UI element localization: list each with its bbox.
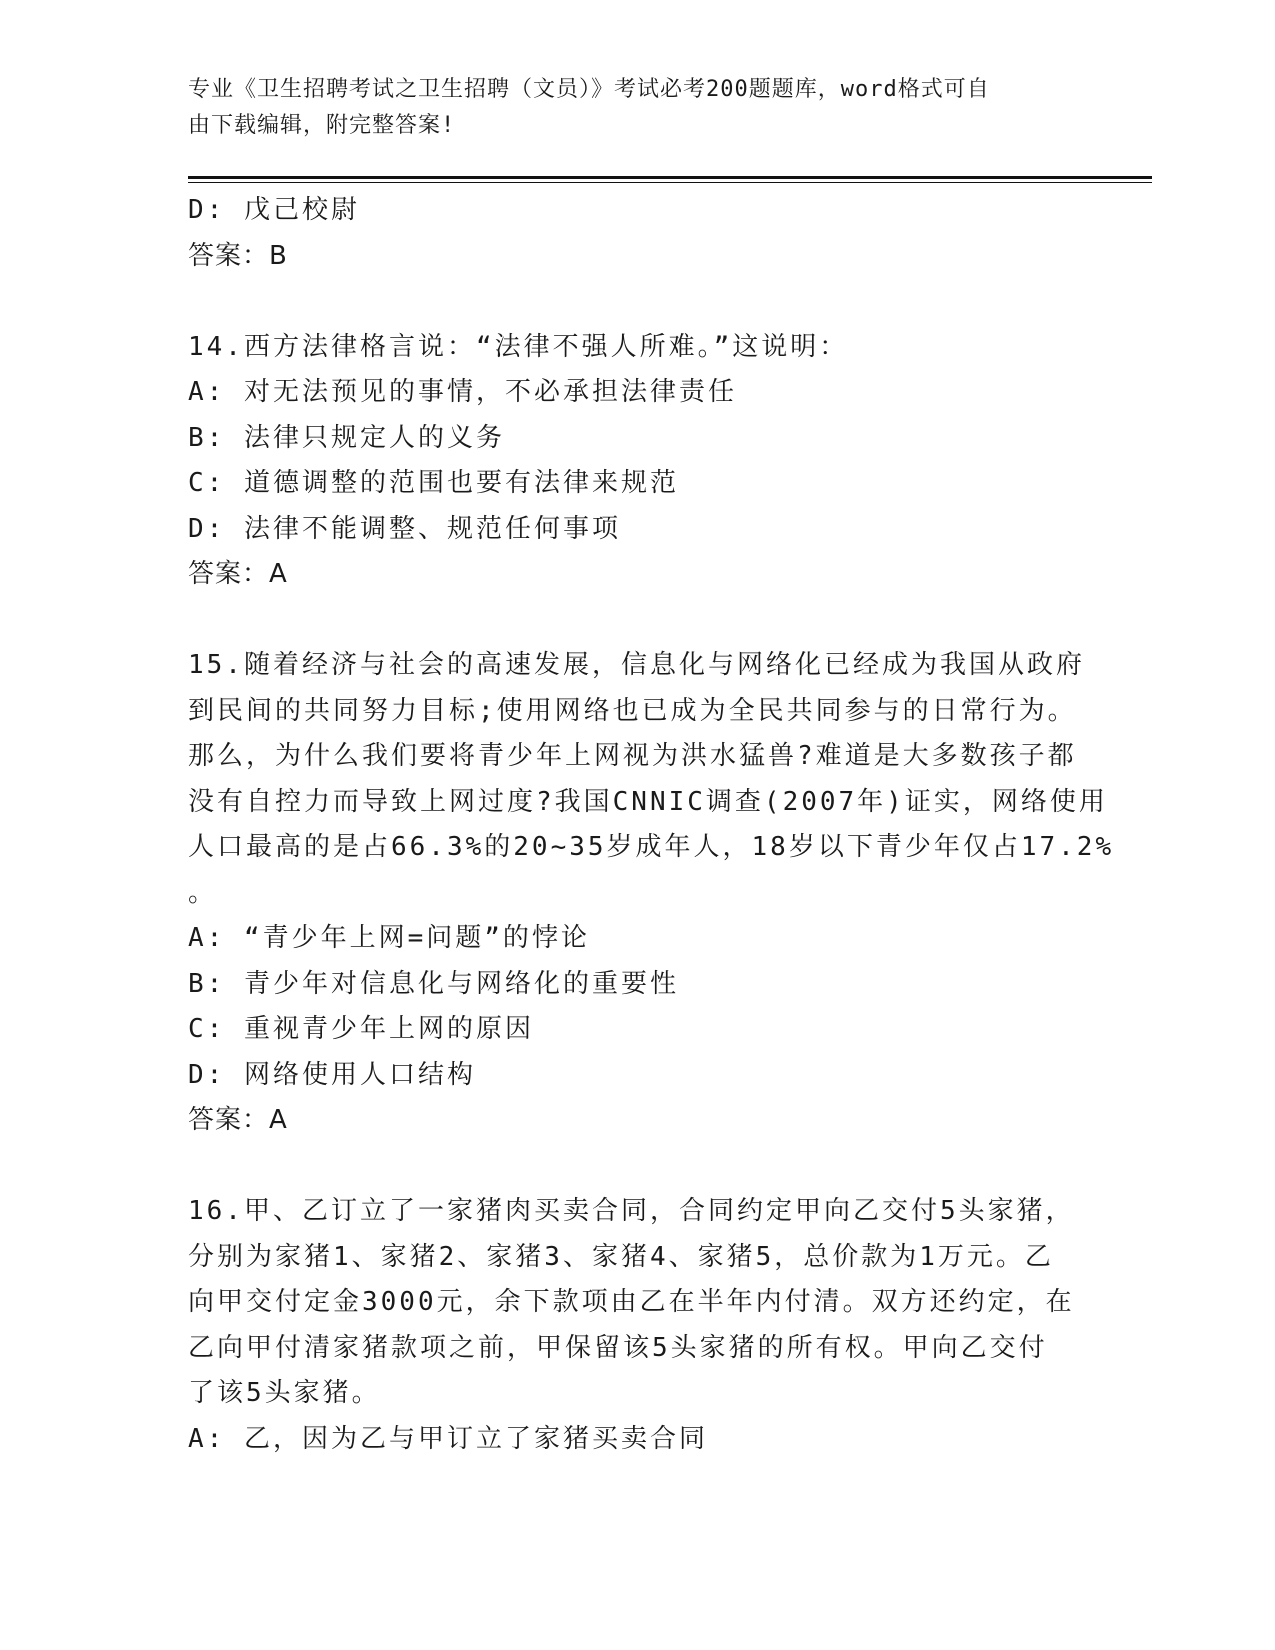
answer-line: 答案：B — [188, 240, 288, 271]
question-stem-line: 分别为家猪1、家猪2、家猪3、家猪4、家猪5，总价款为1万元。乙 — [188, 1241, 1054, 1272]
spacer — [188, 598, 1088, 644]
question-stem-line: 15.随着经济与社会的高速发展，信息化与网络化已经成为我国从政府 — [188, 650, 1085, 680]
spacer — [188, 1144, 1088, 1190]
spacer — [188, 279, 1088, 325]
header-title-line-1: 专业《卫生招聘考试之卫生招聘（文员）》考试必考200题题库，word格式可自 — [188, 77, 990, 102]
question-stem-line: 。 — [188, 877, 218, 908]
question-16 — [188, 1189, 1088, 1462]
question-stem-line: 那么，为什么我们要将青少年上网视为洪水猛兽?难道是大多数孩子都 — [188, 741, 1077, 771]
option-b: B: 青少年对信息化与网络化的重要性 — [188, 968, 679, 999]
question-stem-line: 没有自控力而导致上网过度?我国CNNIC调查(2007年)证实，网络使用 — [188, 786, 1108, 817]
question-stem-line: 乙向甲付清家猪款项之前，甲保留该5头家猪的所有权。甲向乙交付 — [188, 1332, 1048, 1363]
question-stem-line: 人口最高的是占66.3%的20~35岁成年人，18岁以下青少年仅占17.2% — [188, 832, 1115, 862]
option-d: D: 网络使用人口结构 — [188, 1059, 476, 1090]
option-a: A: 乙，因为乙与甲订立了家猪买卖合同 — [188, 1423, 708, 1454]
document-body — [188, 188, 1115, 1462]
answer-line: 答案：A — [188, 1105, 288, 1135]
option-b: B: 法律只规定人的义务 — [188, 422, 505, 453]
option-c: C: 重视青少年上网的原因 — [188, 1014, 534, 1044]
question-stem-line: 了该5头家猪。 — [188, 1378, 381, 1408]
header-divider-thick — [188, 176, 1152, 179]
question-stem: 14.西方法律格言说：“法律不强人所难。”这说明： — [188, 331, 849, 362]
question-stem-line: 16.甲、乙订立了一家猪肉买卖合同，合同约定甲向乙交付5头家猪， — [188, 1196, 1075, 1226]
document-header — [188, 72, 1078, 144]
question-14 — [188, 325, 1088, 598]
option-c: C: 道德调整的范围也要有法律来规范 — [188, 468, 679, 498]
header-title-line-2: 由下载编辑，附完整答案! — [188, 113, 456, 138]
question-stem-line: 到民间的共同努力目标;使用网络也已成为全民共同参与的日常行为。 — [188, 695, 1077, 726]
header-divider-thin — [188, 182, 1152, 183]
option-d: D: 法律不能调整、规范任何事项 — [188, 513, 621, 544]
option-a: A: 对无法预见的事情，不必承担法律责任 — [188, 377, 737, 407]
question-stem-line: 向甲交付定金3000元，余下款项由乙在半年内付清。双方还约定，在 — [188, 1287, 1075, 1317]
answer-line: 答案：A — [188, 559, 288, 589]
question-13-tail — [188, 188, 1088, 279]
option-d: D: 戊己校尉 — [188, 195, 360, 225]
option-a: A: “青少年上网=问题”的悖论 — [188, 923, 590, 953]
question-15 — [188, 643, 1115, 1144]
